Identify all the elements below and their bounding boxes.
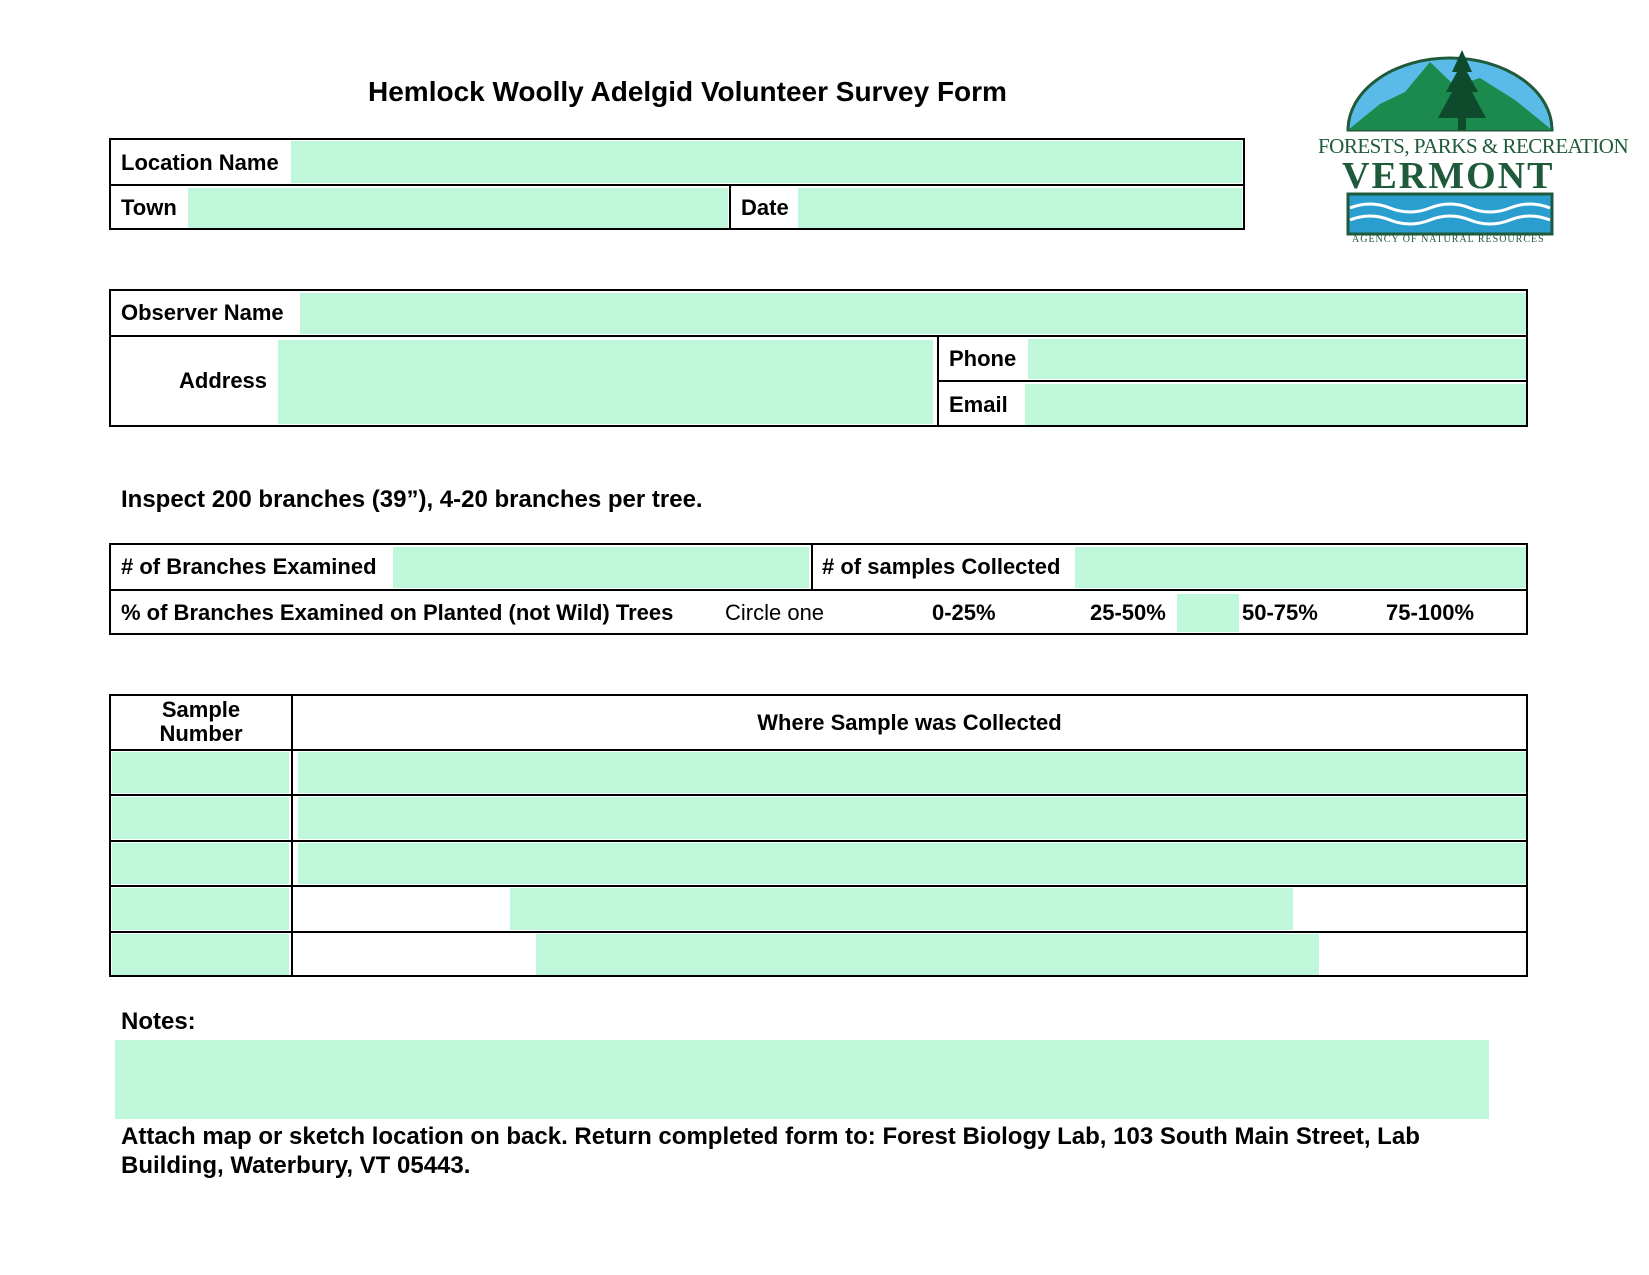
- logo-line-agency: AGENCY OF NATURAL RESOURCES: [1352, 234, 1545, 245]
- option-50-75[interactable]: 50-75%: [1242, 600, 1318, 625]
- sample-location-field[interactable]: [298, 752, 1526, 793]
- observer-name-label: Observer Name: [121, 300, 284, 325]
- sample-location-field[interactable]: [298, 843, 1526, 884]
- planted-trees-label: % of Branches Examined on Planted (not Wild) Trees: [121, 600, 674, 625]
- location-divider: [109, 184, 1245, 186]
- table-header-divider: [109, 749, 1528, 751]
- table-row-divider: [109, 840, 1528, 842]
- option-75-100[interactable]: 75-100%: [1386, 600, 1475, 625]
- observer-divider: [109, 335, 1528, 337]
- notes-field[interactable]: [115, 1040, 1489, 1119]
- table-row-divider: [109, 794, 1528, 796]
- sample-location-field[interactable]: [510, 888, 1293, 930]
- location-name-label: Location Name: [121, 150, 279, 175]
- email-label: Email: [949, 392, 1008, 417]
- branches-examined-field[interactable]: [393, 547, 809, 588]
- sample-number-header: Sample Number: [159, 697, 243, 746]
- branches-samples-divider: [811, 543, 813, 589]
- observer-name-field[interactable]: [300, 293, 1526, 334]
- samples-collected-label: # of samples Collected: [822, 554, 1061, 579]
- email-field[interactable]: [1025, 384, 1526, 425]
- town-label: Town: [121, 195, 177, 220]
- inspection-instruction: Inspect 200 branches (39”), 4-20 branches per tree.: [121, 486, 703, 513]
- circle-one-label: Circle one: [725, 600, 825, 625]
- sample-number-field[interactable]: [112, 797, 289, 839]
- date-field[interactable]: [798, 188, 1242, 228]
- logo-line-vermont: VERMONT: [1342, 155, 1555, 197]
- notes-label: Notes:: [121, 1008, 196, 1035]
- town-date-divider: [729, 184, 731, 230]
- logo-line-forests: FORESTS, PARKS & RECREATION: [1318, 134, 1629, 158]
- address-label: Address: [179, 368, 268, 393]
- branches-examined-label: # of Branches Examined: [121, 554, 377, 579]
- table-row-divider: [109, 885, 1528, 887]
- where-collected-header: Where Sample was Collected: [757, 710, 1062, 735]
- table-row-divider: [109, 931, 1528, 933]
- samples-col-divider: [291, 694, 293, 977]
- sample-location-field[interactable]: [298, 797, 1526, 839]
- sample-number-field[interactable]: [112, 843, 289, 884]
- page-title: Hemlock Woolly Adelgid Volunteer Survey Form: [368, 76, 1007, 107]
- return-instructions: Attach map or sketch location on back. Return completed form to: Forest Biology Lab, 103 South Main Street, Lab Building, Waterbury, VT 05443.: [121, 1123, 1420, 1179]
- phone-label: Phone: [949, 346, 1017, 371]
- sample-number-field[interactable]: [112, 888, 289, 930]
- vermont-fpr-logo: [1310, 30, 1629, 250]
- option-25-50[interactable]: 25-50%: [1090, 600, 1166, 625]
- date-label: Date: [741, 195, 789, 220]
- option-0-25[interactable]: 0-25%: [932, 600, 996, 625]
- phone-field[interactable]: [1028, 339, 1526, 379]
- town-field[interactable]: [188, 188, 728, 228]
- sample-number-field[interactable]: [112, 752, 289, 793]
- branches-divider: [109, 589, 1528, 591]
- samples-collected-field[interactable]: [1075, 547, 1526, 588]
- address-field[interactable]: [278, 340, 933, 424]
- phone-email-divider: [937, 380, 1528, 382]
- percent-choice-field[interactable]: [1177, 594, 1239, 632]
- sample-number-field[interactable]: [112, 934, 289, 975]
- sample-location-field[interactable]: [536, 934, 1319, 975]
- location-name-field[interactable]: [291, 141, 1242, 183]
